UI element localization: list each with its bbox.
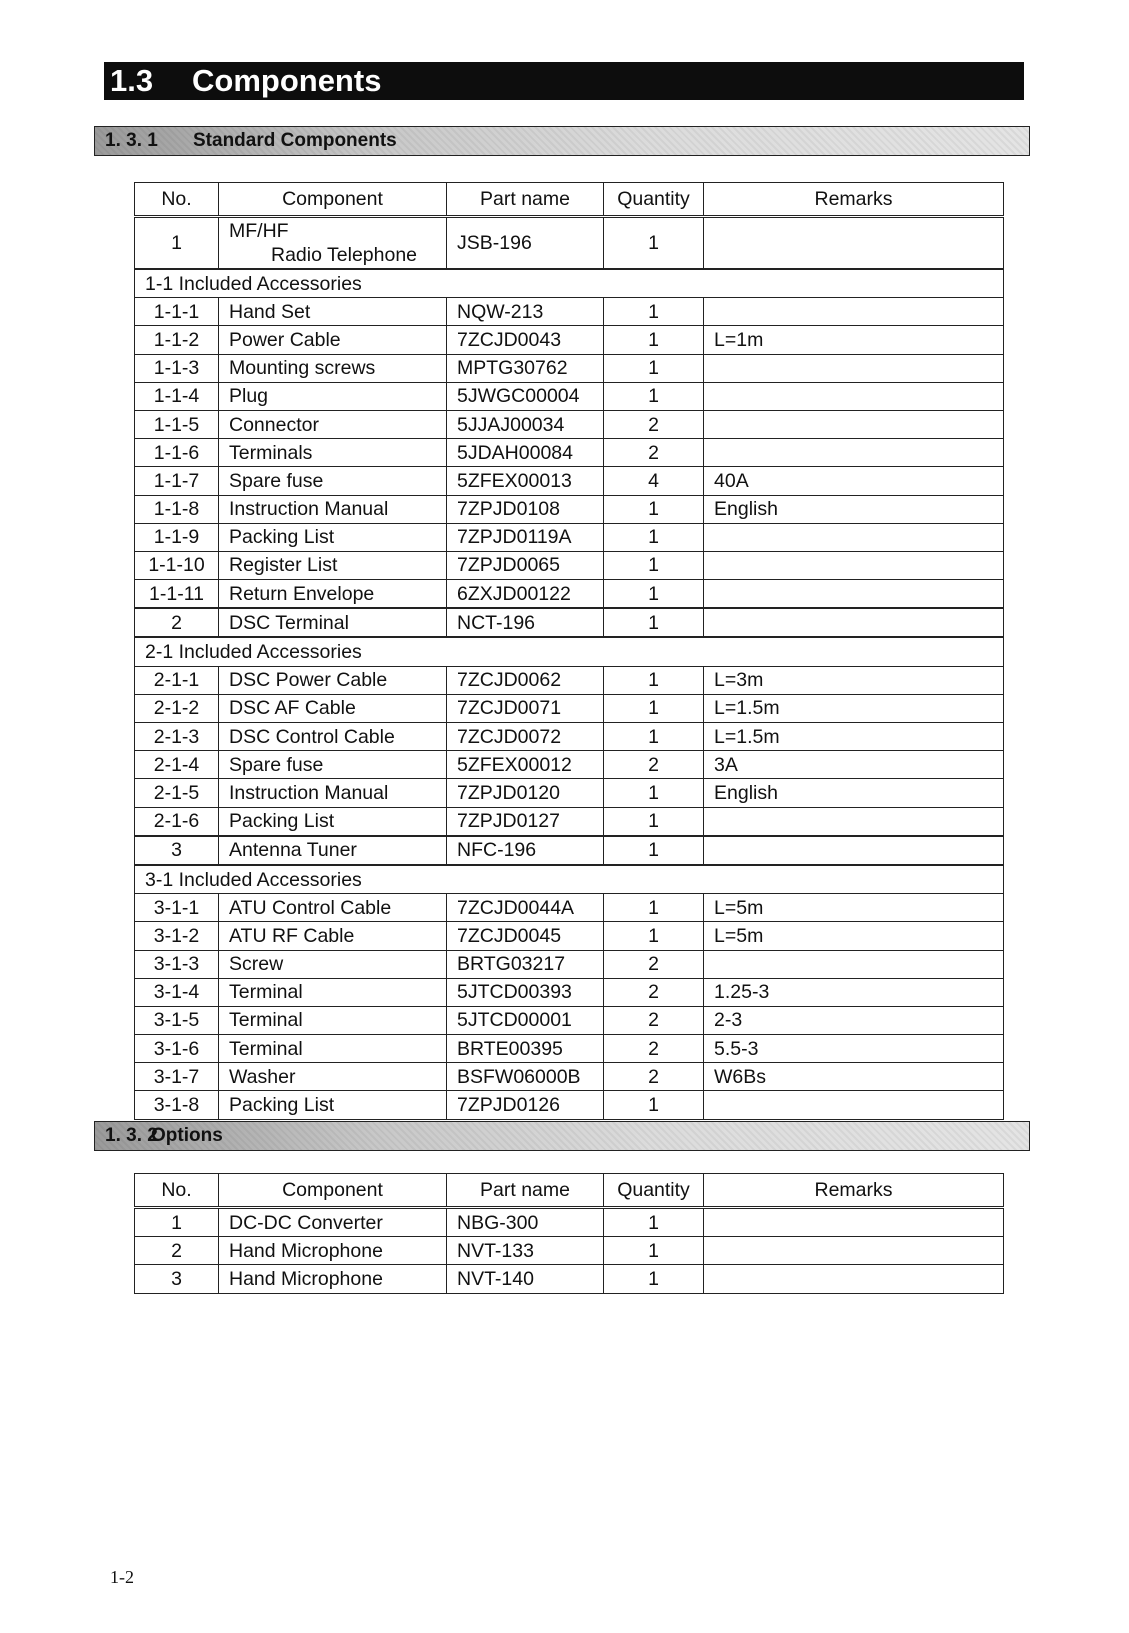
cell-quantity: 1 — [604, 354, 704, 382]
cell-component: Terminal — [219, 1035, 447, 1063]
table-row — [135, 723, 1004, 751]
cell-component: Terminal — [219, 978, 447, 1006]
cell-component: Spare fuse — [219, 751, 447, 779]
cell-no: 3-1-8 — [135, 1091, 219, 1119]
cell-quantity: 1 — [604, 1208, 704, 1237]
cell-remarks — [704, 950, 1004, 978]
cell-part-name: BSFW06000B — [447, 1063, 604, 1091]
cell-no: 3 — [135, 1265, 219, 1293]
cell-no: 3-1-7 — [135, 1063, 219, 1091]
cell-quantity: 1 — [604, 807, 704, 836]
header-remarks: Remarks — [704, 1174, 1004, 1208]
cell-quantity: 2 — [604, 751, 704, 779]
cell-component: Packing List — [219, 523, 447, 551]
cell-remarks — [704, 1091, 1004, 1119]
main-component-row — [135, 836, 1004, 865]
cell-component: DSC Terminal — [219, 608, 447, 637]
cell-remarks — [704, 1208, 1004, 1237]
table-row — [135, 807, 1004, 836]
cell-part-name: 7ZCJD0043 — [447, 326, 604, 354]
subsection-header-options — [94, 1121, 1030, 1151]
header-component: Component — [219, 1174, 447, 1208]
cell-component: Terminal — [219, 1006, 447, 1034]
group-header-row — [135, 269, 1004, 298]
table-header-row — [135, 183, 1004, 217]
cell-component: Plug — [219, 382, 447, 410]
cell-quantity: 1 — [604, 608, 704, 637]
cell-no: 1-1-4 — [135, 382, 219, 410]
cell-part-name: 7ZPJD0126 — [447, 1091, 604, 1119]
cell-part-name: 7ZPJD0120 — [447, 779, 604, 807]
cell-no: 1-1-11 — [135, 580, 219, 609]
subsection-title: Standard Components — [193, 130, 397, 151]
cell-quantity: 1 — [604, 495, 704, 523]
cell-quantity: 2 — [604, 1063, 704, 1091]
cell-component — [219, 217, 447, 270]
cell-component: Washer — [219, 1063, 447, 1091]
cell-remarks — [704, 298, 1004, 326]
cell-quantity: 2 — [604, 950, 704, 978]
cell-part-name: 7ZPJD0119A — [447, 523, 604, 551]
table-row — [135, 1006, 1004, 1034]
header-quantity: Quantity — [604, 183, 704, 217]
cell-component: Connector — [219, 410, 447, 438]
cell-remarks: English — [704, 495, 1004, 523]
table-row — [135, 1208, 1004, 1237]
cell-component: Instruction Manual — [219, 779, 447, 807]
table-header-row — [135, 1174, 1004, 1208]
table-row — [135, 666, 1004, 694]
cell-part-name: BRTG03217 — [447, 950, 604, 978]
table-row — [135, 1237, 1004, 1265]
cell-no: 2-1-2 — [135, 694, 219, 722]
cell-no: 3-1-3 — [135, 950, 219, 978]
cell-part-name: 7ZCJD0071 — [447, 694, 604, 722]
cell-part-name: 5ZFEX00013 — [447, 467, 604, 495]
cell-no: 1-1-2 — [135, 326, 219, 354]
cell-remarks — [704, 1237, 1004, 1265]
options-table-body — [135, 1208, 1004, 1294]
cell-part-name: BRTE00395 — [447, 1035, 604, 1063]
cell-remarks — [704, 551, 1004, 579]
cell-component: ATU RF Cable — [219, 922, 447, 950]
cell-component: Spare fuse — [219, 467, 447, 495]
table-row — [135, 551, 1004, 579]
cell-part-name: 7ZCJD0062 — [447, 666, 604, 694]
cell-part-name: NBG-300 — [447, 1208, 604, 1237]
cell-quantity: 1 — [604, 694, 704, 722]
cell-part-name: 5JTCD00001 — [447, 1006, 604, 1034]
table-row — [135, 580, 1004, 609]
cell-remarks — [704, 382, 1004, 410]
cell-remarks — [704, 580, 1004, 609]
cell-component: Terminals — [219, 439, 447, 467]
cell-part-name: 7ZCJD0072 — [447, 723, 604, 751]
cell-remarks — [704, 217, 1004, 270]
cell-remarks: L=3m — [704, 666, 1004, 694]
subsection-header-standard — [94, 126, 1030, 156]
table-row — [135, 1063, 1004, 1091]
cell-remarks: L=5m — [704, 894, 1004, 922]
cell-component: DSC Power Cable — [219, 666, 447, 694]
cell-quantity: 1 — [604, 326, 704, 354]
table-row — [135, 326, 1004, 354]
cell-component: DSC Control Cable — [219, 723, 447, 751]
cell-remarks — [704, 410, 1004, 438]
cell-no: 3-1-5 — [135, 1006, 219, 1034]
table-row — [135, 1265, 1004, 1293]
cell-quantity: 1 — [604, 723, 704, 751]
cell-quantity: 1 — [604, 894, 704, 922]
cell-part-name: NQW-213 — [447, 298, 604, 326]
cell-no: 1-1-3 — [135, 354, 219, 382]
cell-quantity: 2 — [604, 410, 704, 438]
cell-quantity: 1 — [604, 922, 704, 950]
cell-no: 2-1-3 — [135, 723, 219, 751]
cell-part-name: 5JDAH00084 — [447, 439, 604, 467]
cell-no: 2-1-4 — [135, 751, 219, 779]
cell-no: 2 — [135, 1237, 219, 1265]
cell-quantity: 1 — [604, 1265, 704, 1293]
cell-no: 2-1-6 — [135, 807, 219, 836]
header-part-name: Part name — [447, 183, 604, 217]
component-line-2: Radio Telephone — [271, 244, 418, 266]
cell-no: 2-1-1 — [135, 666, 219, 694]
cell-part-name: 5ZFEX00012 — [447, 751, 604, 779]
cell-component: Mounting screws — [219, 354, 447, 382]
cell-part-name: 7ZCJD0045 — [447, 922, 604, 950]
table-row — [135, 298, 1004, 326]
subsection-number: 1. 3. 2 — [105, 1125, 158, 1146]
cell-part-name: NFC-196 — [447, 836, 604, 865]
table-row — [135, 354, 1004, 382]
group-label: 2-1 Included Accessories — [135, 637, 1004, 666]
cell-component: Packing List — [219, 1091, 447, 1119]
table-row — [135, 894, 1004, 922]
cell-remarks: 40A — [704, 467, 1004, 495]
table-row — [135, 978, 1004, 1006]
cell-component: Instruction Manual — [219, 495, 447, 523]
cell-part-name: MPTG30762 — [447, 354, 604, 382]
standard-table-body — [135, 217, 1004, 1120]
cell-part-name: 7ZCJD0044A — [447, 894, 604, 922]
cell-remarks — [704, 807, 1004, 836]
cell-part-name: 7ZPJD0108 — [447, 495, 604, 523]
cell-part-name: NVT-140 — [447, 1265, 604, 1293]
table-row — [135, 779, 1004, 807]
component-line-1: MF/HF — [229, 220, 289, 242]
cell-remarks: 3A — [704, 751, 1004, 779]
cell-no: 3-1-6 — [135, 1035, 219, 1063]
cell-quantity: 1 — [604, 580, 704, 609]
section-header — [104, 62, 1024, 100]
cell-no: 3-1-4 — [135, 978, 219, 1006]
table-row — [135, 410, 1004, 438]
cell-component: DSC AF Cable — [219, 694, 447, 722]
cell-no: 1-1-7 — [135, 467, 219, 495]
cell-component: Power Cable — [219, 326, 447, 354]
cell-component: Hand Microphone — [219, 1237, 447, 1265]
cell-part-name: NCT-196 — [447, 608, 604, 637]
cell-remarks: 1.25-3 — [704, 978, 1004, 1006]
cell-no: 2-1-5 — [135, 779, 219, 807]
table-row — [135, 950, 1004, 978]
cell-quantity: 2 — [604, 439, 704, 467]
header-no: No. — [135, 183, 219, 217]
cell-component: Register List — [219, 551, 447, 579]
cell-remarks: English — [704, 779, 1004, 807]
cell-no: 3-1-2 — [135, 922, 219, 950]
cell-quantity: 2 — [604, 978, 704, 1006]
main-component-row — [135, 608, 1004, 637]
main-component-row — [135, 217, 1004, 270]
cell-remarks: L=5m — [704, 922, 1004, 950]
group-label: 1-1 Included Accessories — [135, 269, 1004, 298]
cell-quantity: 1 — [604, 217, 704, 270]
cell-part-name: JSB-196 — [447, 217, 604, 270]
subsection-number: 1. 3. 1 — [105, 130, 158, 151]
cell-quantity: 1 — [604, 298, 704, 326]
header-quantity: Quantity — [604, 1174, 704, 1208]
cell-part-name: 5JTCD00393 — [447, 978, 604, 1006]
cell-quantity: 1 — [604, 779, 704, 807]
cell-no: 2 — [135, 608, 219, 637]
table-row — [135, 1091, 1004, 1119]
cell-no: 1-1-10 — [135, 551, 219, 579]
cell-quantity: 1 — [604, 523, 704, 551]
cell-no: 1-1-8 — [135, 495, 219, 523]
cell-quantity: 1 — [604, 1237, 704, 1265]
cell-quantity: 2 — [604, 1006, 704, 1034]
table-row — [135, 467, 1004, 495]
page-number: 1-2 — [110, 1567, 134, 1587]
group-header-row — [135, 865, 1004, 894]
cell-remarks: 2-3 — [704, 1006, 1004, 1034]
cell-component: DC-DC Converter — [219, 1208, 447, 1237]
table-row — [135, 495, 1004, 523]
subsection-title: Options — [151, 1125, 223, 1146]
group-label: 3-1 Included Accessories — [135, 865, 1004, 894]
cell-remarks: L=1.5m — [704, 723, 1004, 751]
cell-component: Return Envelope — [219, 580, 447, 609]
cell-no: 1-1-5 — [135, 410, 219, 438]
cell-remarks — [704, 439, 1004, 467]
cell-component: Screw — [219, 950, 447, 978]
cell-component: Hand Set — [219, 298, 447, 326]
cell-no: 3 — [135, 836, 219, 865]
cell-remarks — [704, 523, 1004, 551]
section-number: 1.3 — [110, 63, 154, 98]
header-part-name: Part name — [447, 1174, 604, 1208]
cell-no: 3-1-1 — [135, 894, 219, 922]
cell-remarks: L=1m — [704, 326, 1004, 354]
table-row — [135, 922, 1004, 950]
section-title: Components — [192, 63, 382, 98]
cell-quantity: 1 — [604, 551, 704, 579]
header-no: No. — [135, 1174, 219, 1208]
cell-part-name: 7ZPJD0065 — [447, 551, 604, 579]
header-component: Component — [219, 183, 447, 217]
standard-components-table — [134, 182, 1004, 1120]
cell-no: 1 — [135, 1208, 219, 1237]
cell-quantity: 1 — [604, 666, 704, 694]
cell-no: 1-1-1 — [135, 298, 219, 326]
header-remarks: Remarks — [704, 183, 1004, 217]
cell-quantity: 4 — [604, 467, 704, 495]
cell-quantity: 1 — [604, 382, 704, 410]
cell-quantity: 2 — [604, 1035, 704, 1063]
cell-remarks — [704, 354, 1004, 382]
cell-component: ATU Control Cable — [219, 894, 447, 922]
cell-no: 1-1-6 — [135, 439, 219, 467]
cell-component: Packing List — [219, 807, 447, 836]
cell-quantity: 1 — [604, 836, 704, 865]
table-row — [135, 694, 1004, 722]
table-row — [135, 1035, 1004, 1063]
table-row — [135, 382, 1004, 410]
cell-part-name: 5JWGC00004 — [447, 382, 604, 410]
cell-remarks — [704, 608, 1004, 637]
cell-part-name: 7ZPJD0127 — [447, 807, 604, 836]
cell-remarks: 5.5-3 — [704, 1035, 1004, 1063]
cell-part-name: 6ZXJD00122 — [447, 580, 604, 609]
cell-part-name: NVT-133 — [447, 1237, 604, 1265]
cell-quantity: 1 — [604, 1091, 704, 1119]
cell-no: 1 — [135, 217, 219, 270]
cell-remarks: L=1.5m — [704, 694, 1004, 722]
cell-no: 1-1-9 — [135, 523, 219, 551]
cell-remarks: W6Bs — [704, 1063, 1004, 1091]
cell-component: Hand Microphone — [219, 1265, 447, 1293]
group-header-row — [135, 637, 1004, 666]
cell-part-name: 5JJAJ00034 — [447, 410, 604, 438]
cell-component: Antenna Tuner — [219, 836, 447, 865]
cell-remarks — [704, 1265, 1004, 1293]
options-table — [134, 1173, 1004, 1294]
cell-remarks — [704, 836, 1004, 865]
table-row — [135, 523, 1004, 551]
table-row — [135, 751, 1004, 779]
table-row — [135, 439, 1004, 467]
